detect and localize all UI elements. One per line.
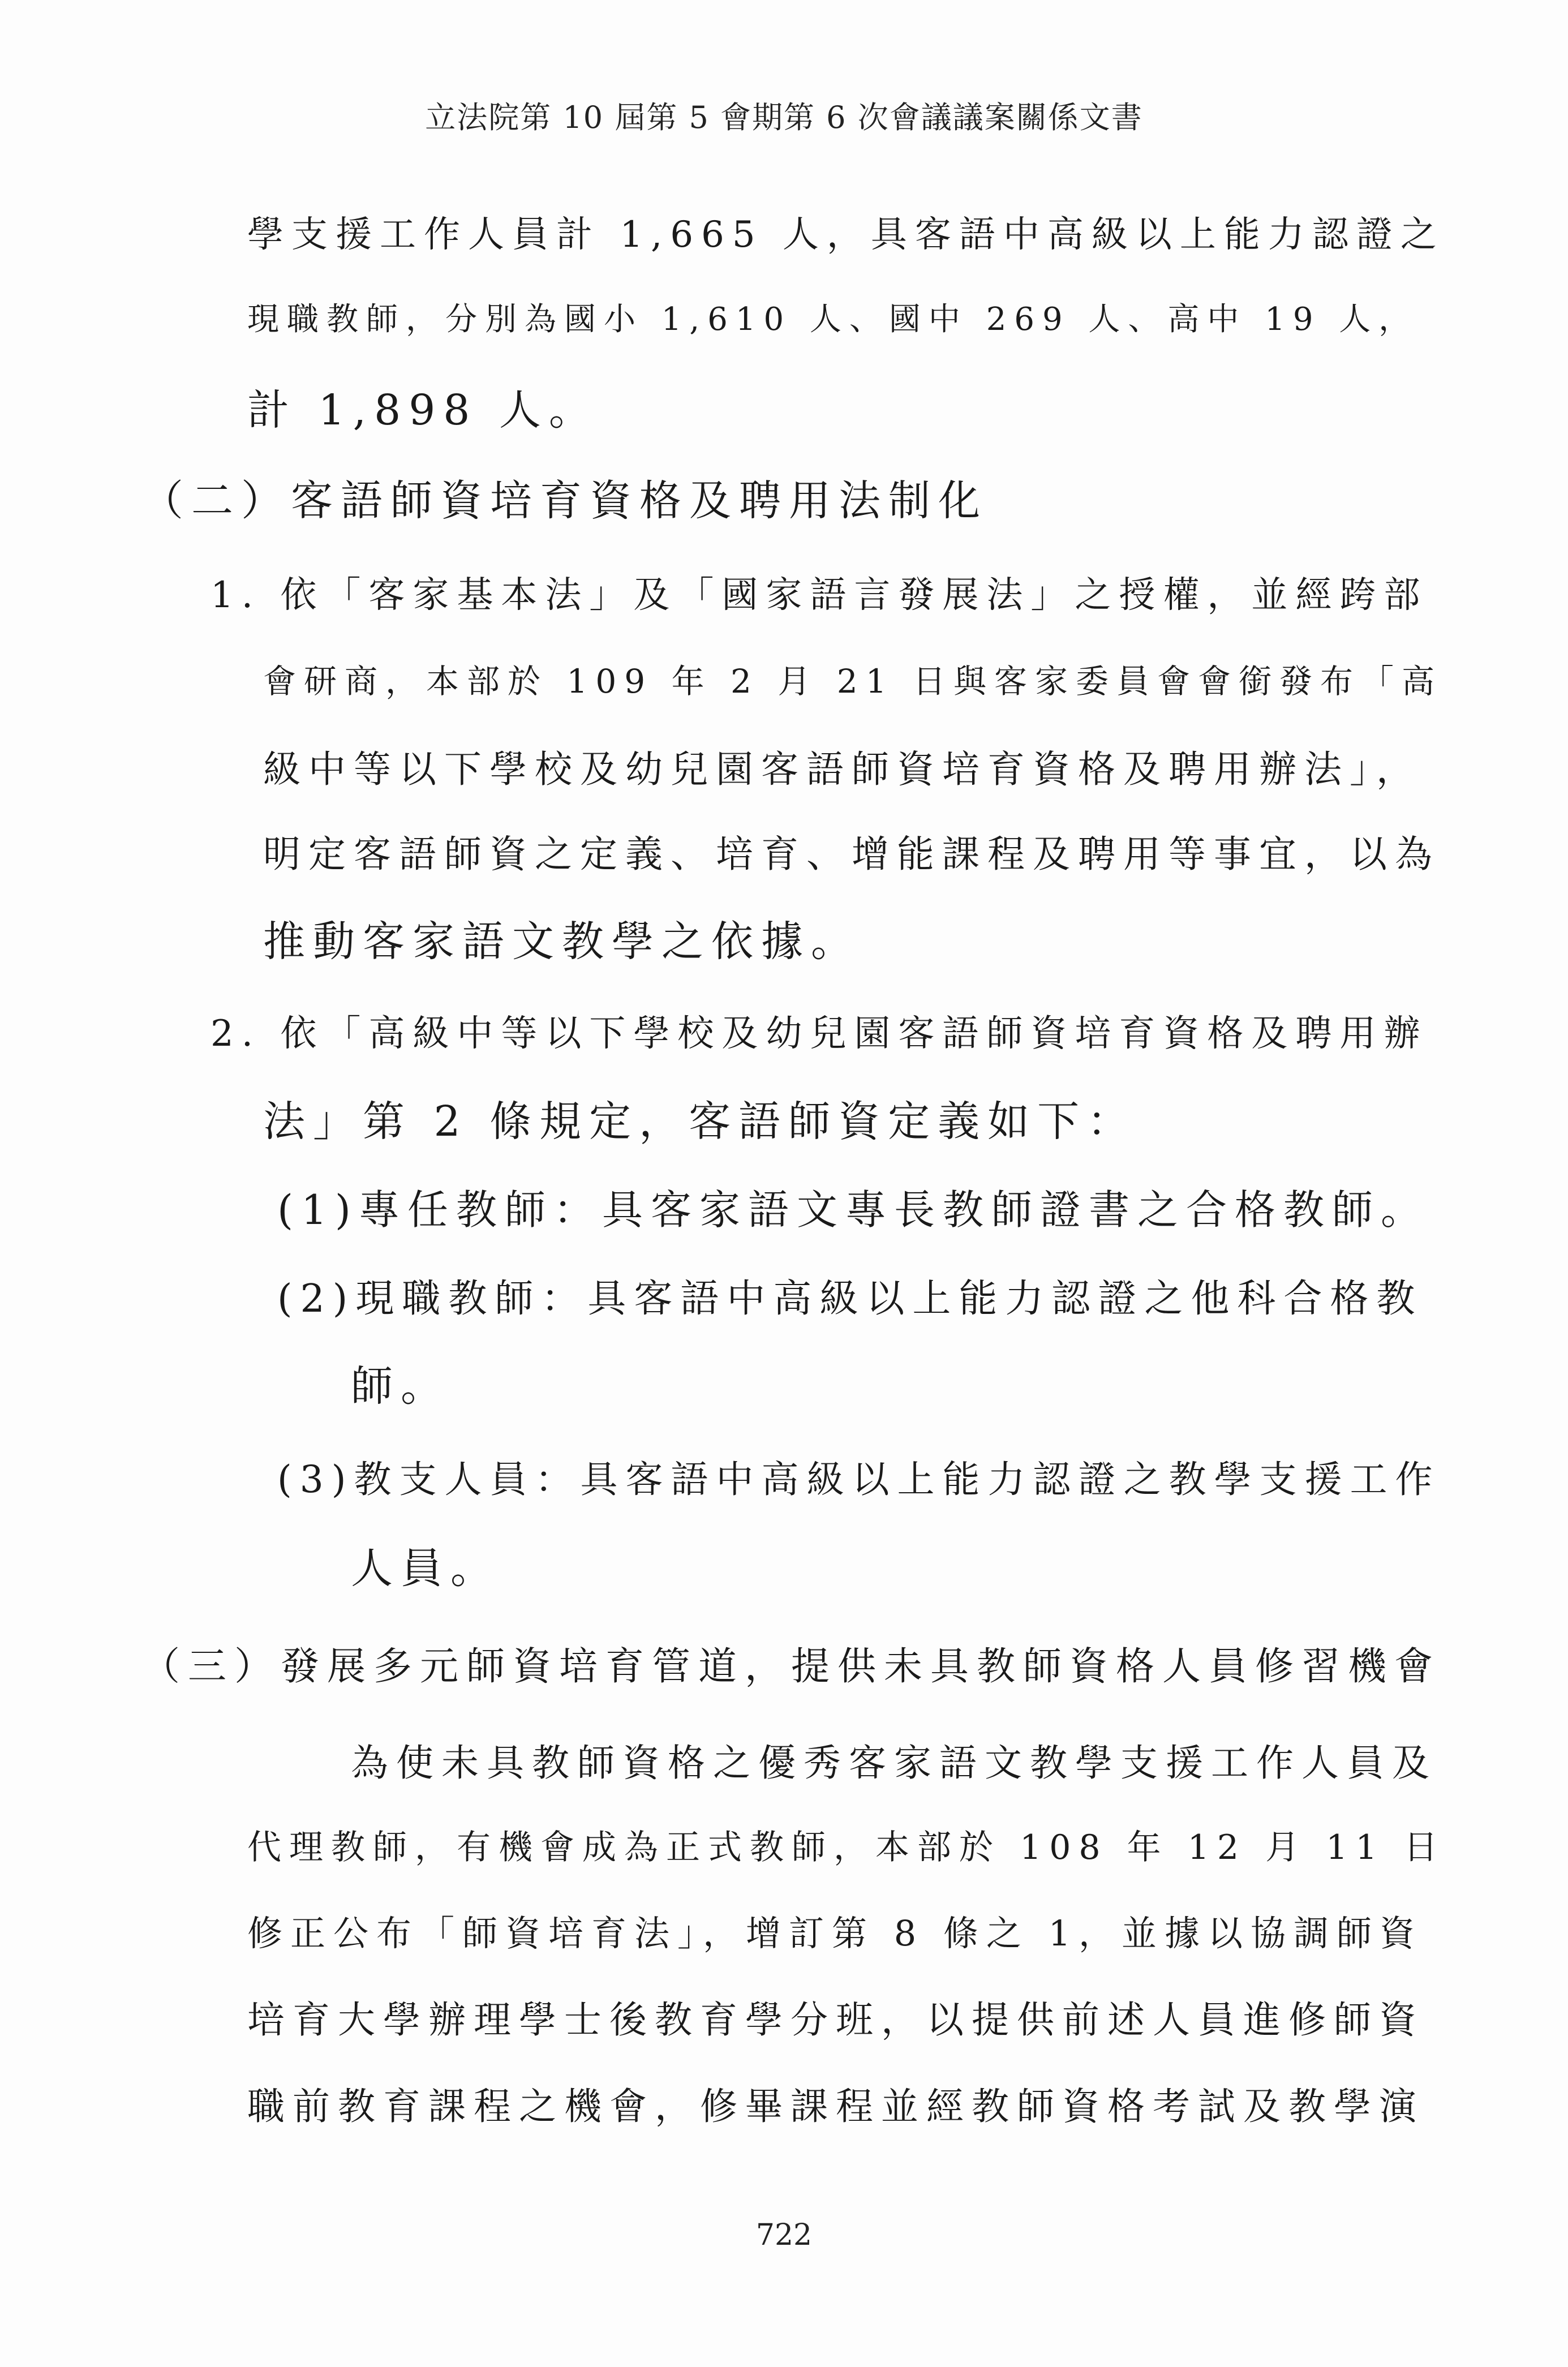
paragraph-line: 代理教師，有機會成為正式教師，本部於 108 年 12 月 11 日 xyxy=(247,1828,1446,1867)
sub-item-1: (1)專任教師：具客家語文專長教師證書之合格教師。 xyxy=(277,1186,1429,1234)
paragraph-line: 會研商，本部於 109 年 2 月 21 日與客家委員會會銜發布「高 xyxy=(263,662,1443,701)
list-item-1: 1. 依「客家基本法」及「國家語言發展法」之授權，並經跨部 xyxy=(211,574,1428,616)
paragraph-line: 計 1,898 人。 xyxy=(247,386,599,435)
sub-item-2: (2)現職教師：具客語中高級以上能力認證之他科合格教 xyxy=(277,1277,1423,1321)
paragraph-line: 師。 xyxy=(351,1362,450,1411)
section-heading-2: （二）客語師資培育資格及聘用法制化 xyxy=(141,476,988,525)
paragraph-line: 明定客語師資之定義、培育、增能課程及聘用等事宜，以為 xyxy=(263,832,1440,876)
paragraph-line: 培育大學辦理學士後教育學分班，以提供前述人員進修師資 xyxy=(247,1998,1424,2042)
sub-item-3: (3)教支人員：具客語中高級以上能力認證之教學支援工作 xyxy=(277,1458,1441,1501)
section-heading-3: （三）發展多元師資培育管道，提供未具教師資格人員修習機會 xyxy=(141,1644,1441,1689)
paragraph-line: 推動客家語文教學之依據。 xyxy=(263,917,861,966)
paragraph-line: 職前教育課程之機會，修畢課程並經教師資格考試及教學演 xyxy=(247,2085,1424,2128)
page-number: 722 xyxy=(755,2218,813,2252)
paragraph-line: 學支援工作人員計 1,665 人，具客語中高級以上能力認證之 xyxy=(247,214,1445,256)
paragraph-line: 法」第 2 條規定，客語師資定義如下： xyxy=(263,1097,1137,1146)
paragraph-line: 人員。 xyxy=(351,1544,500,1593)
paragraph-line: 修正公布「師資培育法」，增訂第 8 條之 1，並據以協調師資 xyxy=(247,1913,1423,1954)
paragraph-line: 現職教師，分別為國小 1,610 人、國中 269 人、高中 19 人， xyxy=(247,301,1419,338)
paragraph-line: 級中等以下學校及幼兒園客語師資培育資格及聘用辦法」， xyxy=(263,748,1421,791)
paragraph-line: 為使未具教師資格之優秀客家語文教學支援工作人員及 xyxy=(351,1741,1437,1785)
document-header: 立法院第 10 屆第 5 會期第 6 次會議議案關係文書 xyxy=(425,100,1143,135)
list-item-2: 2. 依「高級中等以下學校及幼兒園客語師資培育資格及聘用辦 xyxy=(211,1013,1428,1055)
